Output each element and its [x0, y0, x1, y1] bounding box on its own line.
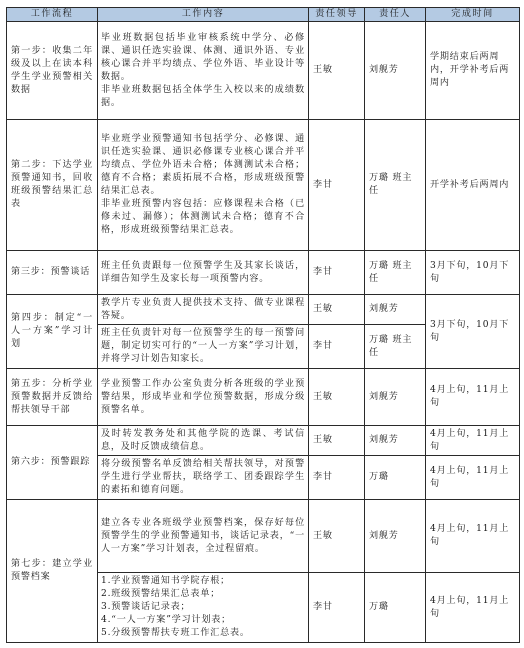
content-paragraph: 非毕业班预警内容包括：应修课程未合格（已修未过、漏修）；体测测试未合格；德育不合格，形成班级预警结果汇总表。 [101, 199, 305, 235]
table-row [7, 22, 520, 120]
header-leader: 责任领导 [309, 8, 365, 22]
person-cell: 万璐 班主任 [365, 251, 426, 295]
content-paragraph: 教学片专业负责人提供技术支持、做专业课程答疑。 [101, 297, 305, 321]
content-cell [98, 573, 309, 643]
content-paragraph: 及时转发教务处和其他学院的选课、考试信息，及时反馈成绩信息。 [101, 428, 305, 452]
content-paragraph: 将分级预警名单反馈给相关帮扶领导，对预警学生进行学业帮扶，联络学工、团委跟踪学生的素拓和德育问题。 [101, 459, 305, 495]
person-cell: 刘舰芳 [365, 426, 426, 456]
person-cell: 刘舰芳 [365, 22, 426, 120]
leader-cell: 李甘 [309, 573, 365, 643]
content-cell [98, 369, 309, 426]
content-list-item: 2.班级预警结果汇总表单； [101, 589, 221, 599]
content-cell [98, 120, 309, 251]
step-cell: 第五步：分析学业预警数据并反馈给帮扶领导干部 [7, 369, 98, 426]
content-paragraph: 班主任负责针对每一位预警学生的每一预警问题，制定切实可行的“一人一方案”学习计划，并将学习计划告知家长。 [101, 328, 305, 364]
deadline-cell: 学期结束后两周内，开学补考后两周内 [426, 22, 520, 120]
step-cell: 第二步：下达学业预警通知书，回收班级预警结果汇总表 [7, 120, 98, 251]
content-paragraph: 学业预警工作办公室负责分析各班级的学业预警结果，形成毕业和学位预警数据，形成分级预警名单。 [101, 378, 305, 415]
leader-cell: 李甘 [309, 325, 365, 369]
content-list-item: 5.分级预警帮扶专班工作汇总表。 [101, 628, 250, 638]
header-deadline: 完成时间 [426, 8, 520, 22]
person-cell: 万璐 [365, 573, 426, 643]
step-cell: 第三步：预警谈话 [7, 251, 98, 295]
person-cell: 万璐 [365, 456, 426, 500]
table-row [7, 500, 520, 573]
person-cell: 刘舰芳 [365, 369, 426, 426]
leader-cell: 王敏 [309, 426, 365, 456]
academic-warning-workflow-table [6, 7, 520, 643]
deadline-cell: 4月上旬，11月上旬 [426, 369, 520, 426]
deadline-cell: 3月下旬，10月下旬 [426, 251, 520, 295]
content-cell [98, 456, 309, 500]
leader-cell: 王敏 [309, 500, 365, 573]
content-list-item: 4.“一人一方案”学习计划表； [101, 615, 232, 625]
content-paragraph: 毕业班数据包括毕业审核系统中学分、必修课、通识任选实验课、体测、通识外语、专业核心课合并平均绩点、学位外语、毕业设计等数据。 [101, 32, 305, 82]
deadline-cell: 4月上旬，11月上旬 [426, 500, 520, 573]
table-row [7, 295, 520, 325]
content-cell [98, 325, 309, 369]
content-paragraph: 毕业班学业预警通知书包括学分、必修课、通识任选实验课、通识必修课专业核心课合并平均绩点、学位外语未合格；体测测试未合格；德育不合格；素质拓展不合格，形成班级预警结果汇总表。 [101, 134, 305, 196]
header-content: 工作内容 [98, 8, 309, 22]
table-row [7, 120, 520, 251]
leader-cell: 王敏 [309, 295, 365, 325]
content-cell [98, 295, 309, 325]
content-cell [98, 22, 309, 120]
content-cell [98, 251, 309, 295]
person-cell: 万璐 班主任 [365, 325, 426, 369]
leader-cell: 李甘 [309, 120, 365, 251]
content-paragraph: 非毕业班数据包括全体学生入校以来的成绩数据。 [101, 84, 305, 108]
content-paragraph: 班主任负责跟每一位预警学生及其家长谈话，详细告知学生及家长每一项预警内容。 [101, 260, 305, 284]
table-row [7, 369, 520, 426]
deadline-cell: 4月上旬，11月上旬 [426, 573, 520, 643]
leader-cell: 王敏 [309, 369, 365, 426]
content-list-item: 3.预警谈话记录表； [101, 602, 191, 612]
step-cell: 第七步：建立学业预警档案 [7, 500, 98, 643]
table-row [7, 426, 520, 456]
step-cell: 第一步：收集二年级及以上在读本科学生学业预警相关数据 [7, 22, 98, 120]
header-workflow: 工作流程 [7, 8, 98, 22]
step-cell: 第六步：预警跟踪 [7, 426, 98, 500]
person-cell: 刘舰芳 [365, 500, 426, 573]
deadline-cell: 4月上旬，11月上旬 [426, 456, 520, 500]
step-cell: 第四步：制定“一人一方案”学习计划 [7, 295, 98, 369]
person-cell: 万璐 班主任 [365, 120, 426, 251]
content-cell [98, 426, 309, 456]
content-list-item: 1.学业预警通知书学院存根； [101, 576, 231, 586]
person-cell: 刘舰芳 [365, 295, 426, 325]
table-header-row [7, 8, 520, 22]
leader-cell: 李甘 [309, 456, 365, 500]
deadline-cell: 3月下旬，10月下旬 [426, 295, 520, 369]
table-row [7, 251, 520, 295]
deadline-cell: 开学补考后两周内 [426, 120, 520, 251]
content-paragraph: 建立各专业各班级学业预警档案，保存好每位预警学生的学业预警通知书，谈话记录表，“一人一方案”学习计划表，全过程留痕。 [101, 517, 305, 554]
content-cell [98, 500, 309, 573]
deadline-cell: 4月上旬，11月上旬 [426, 426, 520, 456]
header-person: 责任人 [365, 8, 426, 22]
leader-cell: 王敏 [309, 22, 365, 120]
leader-cell: 李甘 [309, 251, 365, 295]
